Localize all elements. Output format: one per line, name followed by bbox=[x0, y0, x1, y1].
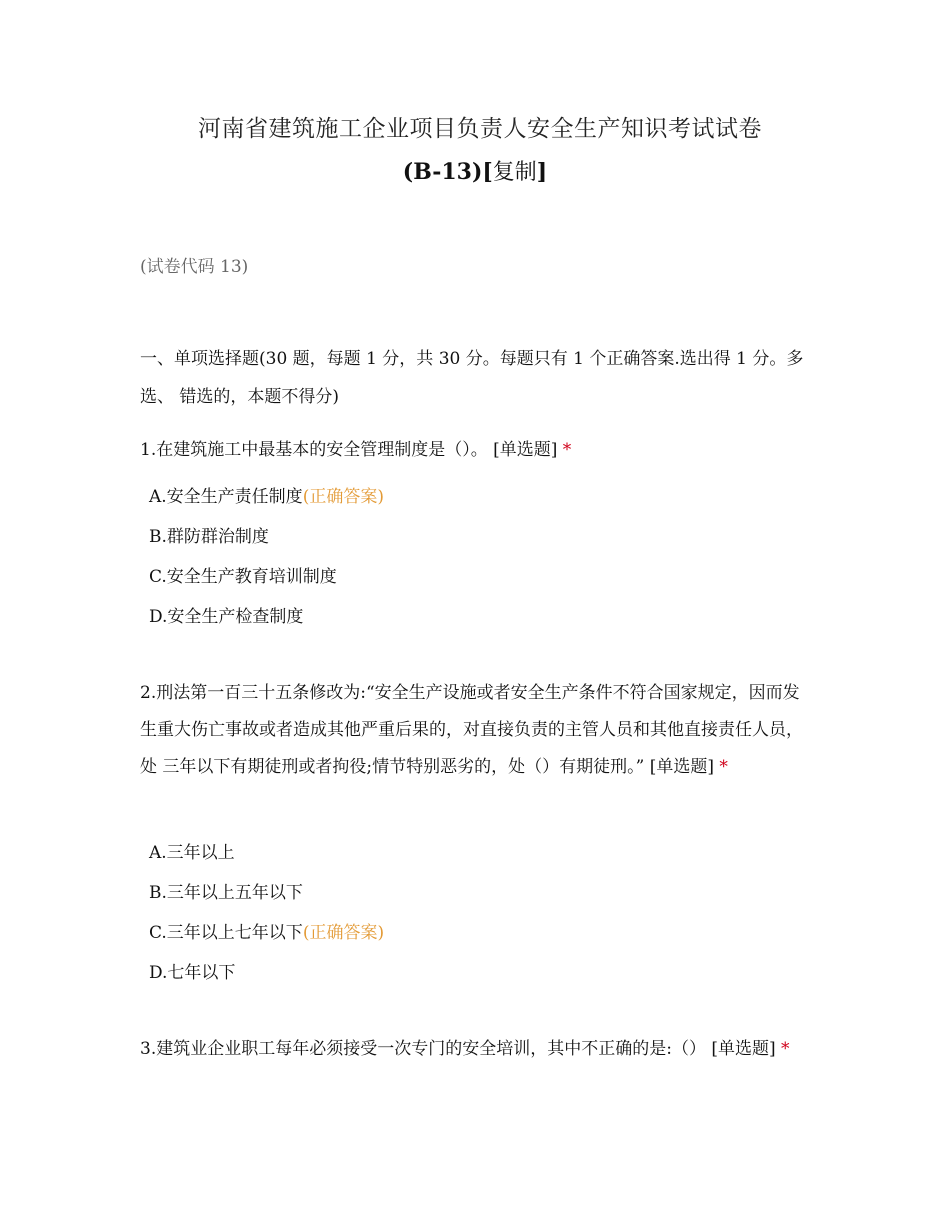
required-marker: * bbox=[781, 1039, 790, 1059]
option-label: B.群防群治制度 bbox=[149, 527, 269, 547]
question-text: 1.在建筑施工中最基本的安全管理制度是（）。 [单选题] bbox=[140, 440, 558, 460]
option-label: A.三年以上 bbox=[149, 843, 235, 863]
title-close-bracket: ] bbox=[536, 159, 548, 185]
q1-option-b[interactable] bbox=[149, 525, 269, 549]
option-label: D.安全生产检查制度 bbox=[149, 607, 304, 627]
paper-code: (试卷代码 13) bbox=[140, 257, 249, 277]
q1-option-a[interactable] bbox=[149, 485, 384, 509]
title-code: (B-13)[ bbox=[402, 159, 493, 185]
question-3 bbox=[140, 1031, 808, 1068]
question-1 bbox=[140, 432, 808, 469]
required-marker: * bbox=[562, 440, 572, 460]
correct-answer-tag: (正确答案) bbox=[302, 923, 385, 943]
question-text: 2.刑法第一百三十五条修改为:“安全生产设施或者安全生产条件不符合国家规定，因而发 生重大伤亡事故或者造成其他严重后果的，对直接负责的主管人员和其他直接责任人员，处 三年以下有期徒刑或者拘役;情节特别恶劣的，处（）有期徒刑。” [单选题] bbox=[140, 683, 803, 777]
q2-option-a[interactable] bbox=[149, 841, 235, 865]
title-copy-tag: 复制 bbox=[492, 160, 537, 185]
section-heading: 一、单项选择题(30 题，每题 1 分，共 30 分。每题只有 1 个正确答案.选出得 1 分。多选、 错选的，本题不得分) bbox=[140, 349, 804, 407]
exam-title-code bbox=[0, 155, 950, 186]
option-label: C.安全生产教育培训制度 bbox=[149, 567, 337, 587]
option-label: A.安全生产责任制度 bbox=[149, 487, 303, 507]
q2-option-c[interactable] bbox=[149, 921, 384, 945]
q2-option-b[interactable] bbox=[149, 881, 303, 905]
required-marker: * bbox=[719, 757, 728, 777]
exam-title: 河南省建筑施工企业项目负责人安全生产知识考试试卷 bbox=[198, 116, 762, 142]
option-label: B.三年以上五年以下 bbox=[149, 883, 303, 903]
q1-option-c[interactable] bbox=[149, 565, 337, 589]
option-label: C.三年以上七年以下 bbox=[149, 923, 303, 943]
q2-option-d[interactable] bbox=[149, 961, 235, 985]
q1-option-d[interactable] bbox=[149, 605, 303, 629]
question-text: 3.建筑业企业职工每年必须接受一次专门的安全培训，其中不正确的是:（） [单选题] bbox=[140, 1039, 776, 1059]
correct-answer-tag: (正确答案) bbox=[302, 487, 384, 507]
question-2 bbox=[140, 675, 808, 786]
option-label: D.七年以下 bbox=[149, 963, 236, 983]
